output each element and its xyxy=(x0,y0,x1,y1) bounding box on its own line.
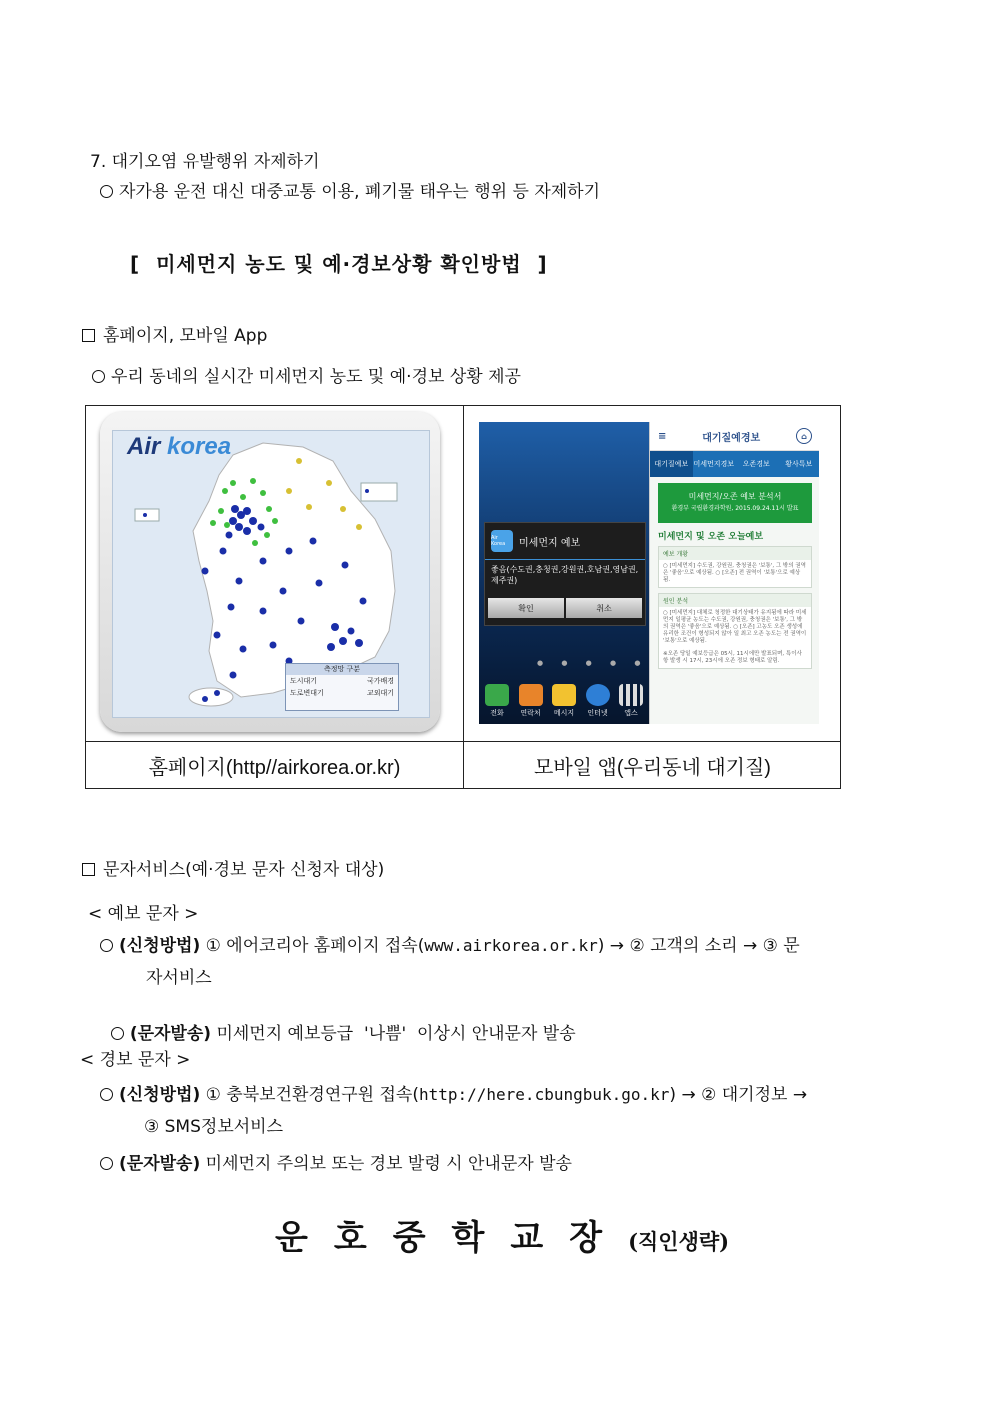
phone-dock xyxy=(483,684,645,718)
dialog-title: 미세먼지 예보 xyxy=(519,537,581,549)
cause-analysis-box xyxy=(658,593,812,669)
forecast-apply-line xyxy=(100,931,800,956)
dock-label: 전화 xyxy=(490,709,504,717)
banner-title: 미세먼지/오존 예보 분석서 xyxy=(688,492,782,501)
section-7-bullet-text: 자가용 운전 대신 대중교통 이용, 폐기물 태우는 행위 등 자제하기 xyxy=(119,182,601,202)
message-icon xyxy=(552,684,576,706)
principal-signature xyxy=(275,1210,729,1259)
bold-label: (신청방법) xyxy=(119,1085,201,1105)
seal-omitted-note: (직인생략) xyxy=(628,1229,730,1254)
circle-bullet-icon xyxy=(100,1157,113,1170)
mobile-app-image xyxy=(479,422,819,724)
homepage-bullet xyxy=(92,362,521,387)
dialog-message: 좋음(수도권,충청권,강원권,호남권,영남권,제주권) xyxy=(491,565,639,585)
forecast-overview-box xyxy=(658,546,812,588)
warning-apply-line-cont: ③ SMS정보서비스 xyxy=(144,1117,284,1137)
legend-item: 국가배경 xyxy=(366,677,394,685)
app-header-title: 대기질예경보 xyxy=(702,432,761,444)
box-note: ※오존 당일 예보등급은 05시, 11시에만 발표되며, 특이사항 발생 시 17시, 23시에 오존 정보 형태로 알림. xyxy=(663,651,802,664)
figure-table xyxy=(85,405,841,789)
homepage-heading xyxy=(82,321,267,346)
apps-icon xyxy=(619,684,643,706)
logo-korea-text: korea xyxy=(167,433,232,460)
line-text: 미세먼지 주의보 또는 경보 발령 시 안내문자 발송 xyxy=(205,1154,572,1174)
circle-bullet-icon xyxy=(92,370,105,383)
map-legend xyxy=(285,663,399,711)
forecast-dialog xyxy=(484,522,646,626)
phone-home-screen xyxy=(479,422,649,724)
logo-air-text: Air xyxy=(127,433,161,460)
legend-item: 도시대기 xyxy=(290,677,318,685)
forecast-banner xyxy=(658,483,812,523)
app-tab: 미세먼지경보 xyxy=(693,460,735,468)
line-text: 미세먼지 예보등급 '나쁨' 이상시 안내문자 발송 xyxy=(216,1024,576,1044)
bold-label: (문자발송) xyxy=(119,1154,201,1174)
app-tabs xyxy=(650,451,819,477)
line-text: ) → ② 고객의 소리 → ③ 문 xyxy=(597,936,800,956)
bold-label: (문자발송) xyxy=(129,1024,212,1044)
table-divider-vertical xyxy=(463,406,464,788)
sms-heading xyxy=(82,855,384,880)
dock-label: 앱스 xyxy=(624,709,638,717)
box-heading: 예보 개황 xyxy=(659,547,811,560)
homepage-bullet-text: 우리 동네의 실시간 미세먼지 농도 및 예·경보 상황 제공 xyxy=(111,367,521,387)
legend-title: 측정망 구분 xyxy=(286,664,398,675)
legend-item: 교외대기 xyxy=(366,689,394,697)
forecast-sms-label: < 예보 문자 > xyxy=(88,904,199,924)
airkorea-map-image xyxy=(100,412,440,732)
menu-icon: ≡ xyxy=(658,430,667,442)
circle-bullet-icon xyxy=(100,1088,113,1101)
app-screen xyxy=(649,422,819,724)
chungbuk-url: http://here.cbungbuk.go.kr xyxy=(418,1085,670,1104)
dialog-ok-button: 확인 xyxy=(488,598,564,618)
legend-item: 도로변대기 xyxy=(290,689,324,697)
sms-heading-text: 문자서비스(예·경보 문자 신청자 대상) xyxy=(103,860,385,880)
warning-apply-line xyxy=(100,1080,807,1105)
section-title: [ 미세먼지 농도 및 예·경보상황 확인방법 ] xyxy=(130,252,548,276)
section-7-bullet xyxy=(100,177,600,202)
app-tab: 대기질예보 xyxy=(650,451,693,477)
circle-bullet-icon xyxy=(111,1027,124,1040)
contacts-icon xyxy=(519,684,543,706)
warning-send-line xyxy=(100,1149,572,1174)
forecast-send-line xyxy=(100,999,576,1044)
app-section-title: 미세먼지 및 오존 오늘예보 xyxy=(658,532,764,542)
box-heading: 원인 분석 xyxy=(659,594,811,607)
app-tab: 황사특보 xyxy=(785,460,813,468)
checkbox-square-icon xyxy=(82,863,95,876)
airkorea-url: www.airkorea.or.kr xyxy=(424,936,598,955)
line-text: ① 에어코리아 홈페이지 접속( xyxy=(205,936,425,956)
section-7-heading: 7. 대기오염 유발행위 자제하기 xyxy=(90,152,320,172)
page-indicator-icon: ● ● ● ● ● xyxy=(537,659,649,667)
line-text: ) → ② 대기정보 → xyxy=(669,1085,808,1105)
forecast-apply-line-cont: 자서비스 xyxy=(146,968,212,988)
box-content: ○ [미세먼지] 대체로 청정한 대기상태가 유지됨에 따라 미세먼지 일평균 농도는 수도권, 강원권, 충청권은 '보통', 그 밖의 권역은 '좋음'으로 예상됨. ○ [오존] 고농도 오존 생성에 유리한 조건이 형성되지 않아 일 최고 오존 농도는 전 권역이 '보통'으로 예상됨. xyxy=(663,610,807,644)
circle-bullet-icon xyxy=(100,939,113,952)
internet-icon xyxy=(586,684,610,706)
right-caption: 모바일 앱(우리동네 대기질) xyxy=(534,757,771,779)
app-tab: 오존경보 xyxy=(742,460,770,468)
airkorea-app-icon: Air Korea xyxy=(491,530,513,552)
box-content: ○ [미세먼지] 수도권, 강원권, 충청권은 '보통', 그 밖의 권역은 '좋음'으로 예상됨. ○ [오존] 전 권역이 '보통'으로 예상됨. xyxy=(663,563,806,583)
dock-label: 메시지 xyxy=(553,709,575,717)
principal-name: 운호중학교장 xyxy=(275,1218,629,1258)
circle-bullet-icon xyxy=(100,185,113,198)
home-icon: ⌂ xyxy=(796,428,812,444)
dialog-cancel-button: 취소 xyxy=(566,598,642,618)
phone-icon xyxy=(485,684,509,706)
checkbox-square-icon xyxy=(82,329,95,342)
airkorea-logo xyxy=(127,433,231,461)
line-text: ① 충북보건환경연구원 접속( xyxy=(205,1085,419,1105)
map-area xyxy=(112,430,430,718)
left-caption: 홈페이지(http//airkorea.or.kr) xyxy=(148,757,401,779)
bold-label: (신청방법) xyxy=(119,936,201,956)
dock-label: 연락처 xyxy=(520,709,541,717)
dock-label: 인터넷 xyxy=(587,709,608,717)
homepage-heading-text: 홈페이지, 모바일 App xyxy=(103,326,268,346)
warning-sms-label: < 경보 문자 > xyxy=(80,1050,191,1070)
banner-subtitle: 환경부 국립환경과학원, 2015.09.24.11시 발표 xyxy=(671,505,799,512)
